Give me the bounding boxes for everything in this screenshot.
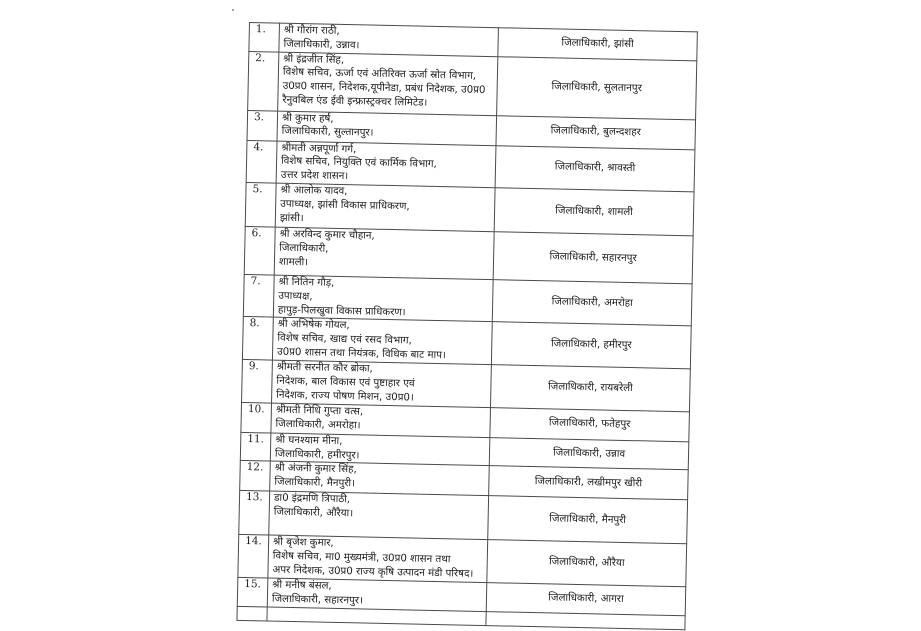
- officer-designation-line: विशेष सचिव, खाद्य एवं रसद विभाग,: [277, 332, 412, 347]
- new-posting-cell: जिलाधिकारी, श्रावस्ती: [495, 145, 695, 192]
- officer-details-cell: [277, 111, 497, 146]
- officer-name: श्री अभिषेक गोयल,: [277, 319, 350, 332]
- serial-number-cell: 3.: [247, 110, 278, 141]
- officer-name: श्री घनश्याम मीना,: [275, 434, 343, 447]
- officer-designation-line: जिलाधिकारी,: [279, 242, 329, 255]
- officer-details-cell: [270, 461, 490, 496]
- officer-details-cell: [276, 141, 496, 188]
- officer-details-cell: [272, 360, 492, 407]
- officer-details-cell: [270, 433, 490, 466]
- officer-name: श्री आलोक यादव,: [280, 184, 348, 198]
- officer-designation-line: उ0प्र0 शासन, निदेशक,यूपीनेडा, प्रबंध निदेशक, उ0प्र0: [282, 80, 486, 97]
- new-posting-cell: जिलाधिकारी, शामली: [494, 188, 694, 236]
- serial-number-cell: [237, 607, 267, 622]
- serial-number-cell: 4.: [246, 140, 277, 183]
- table-row: [248, 51, 697, 119]
- new-posting-cell: जिलाधिकारी, झांसी: [498, 28, 698, 61]
- officer-designation-line: जिलाधिकारी, सहारनपुर।: [271, 593, 363, 607]
- officer-designation-line: जिलाधिकारी, अमरोहा।: [275, 418, 361, 431]
- new-posting-cell: जिलाधिकारी, बुलन्दशहर: [496, 115, 696, 149]
- serial-number-cell: 8.: [242, 317, 273, 361]
- officer-name: श्रीमती सरनीत कौर ब्रोका,: [276, 362, 373, 376]
- new-posting-cell: जिलाधिकारी, अमरोहा: [492, 280, 692, 327]
- officer-name: श्रीमती निधि गुप्ता वत्स,: [275, 404, 364, 418]
- serial-number-cell: 12.: [240, 461, 271, 492]
- new-posting-cell: जिलाधिकारी, उन्नाव: [489, 437, 689, 470]
- serial-number-cell: 6.: [244, 226, 275, 275]
- new-posting-cell: जिलाधिकारी, रायबरेली: [490, 365, 690, 412]
- officer-details-cell: [273, 275, 493, 322]
- serial-number-cell: 9.: [242, 360, 273, 403]
- officer-designation-line: उत्तर प्रदेश शासन।: [280, 169, 349, 183]
- transfer-posting-table: [236, 22, 697, 631]
- officer-designation-line: निदेशक, बाल विकास एवं पुष्टाहार एवं: [276, 375, 415, 390]
- officer-designation-line: झांसी।: [279, 212, 304, 224]
- officer-designation-line: जिलाधिकारी, हमीरपुर।: [274, 448, 360, 461]
- officer-details-cell: [275, 183, 495, 232]
- serial-number-cell: 7.: [243, 274, 274, 317]
- officer-name: श्री गौरांग राठी,: [283, 24, 340, 37]
- serial-number-cell: 15.: [237, 578, 268, 608]
- officer-designation-line: निदेशक, राज्य पोषण मिशन, उ0प्र0।: [276, 389, 414, 404]
- new-posting-cell: जिलाधिकारी, मैनपुरी: [488, 496, 688, 544]
- new-posting-cell: जिलाधिकारी, लखीमपुर खीरी: [489, 466, 689, 500]
- officer-designation-line: रैनुवबिल एंड ईवी इन्फ्रास्ट्रक्चर लिमिटेड।: [282, 94, 428, 109]
- new-posting-cell: जिलाधिकारी, आगरा: [486, 583, 686, 616]
- officer-designation-line: हापुड़-पिलखुवा विकास प्राधिकरण।: [277, 304, 406, 318]
- officer-designation-line: जिलाधिकारी, मैनपुरी।: [274, 476, 356, 490]
- officer-designation-line: विशेष सचिव, नियुक्ति एवं कार्मिक विभाग,: [280, 156, 437, 171]
- officer-name: श्री नितिन गौड़,: [278, 276, 335, 289]
- new-posting-cell: जिलाधिकारी, सहारनपुर: [493, 232, 693, 284]
- new-posting-cell: जिलाधिकारी, सुलतानपुर: [497, 56, 697, 119]
- officer-designation-line: उ0प्र0 शासन तथा नियंत्रक, विधिक बाट माप।: [276, 346, 446, 362]
- serial-number-cell: 11.: [240, 432, 271, 461]
- serial-number-cell: 14.: [238, 535, 269, 579]
- officer-designation-line: विशेष सचिव, ऊर्जा एवं अतिरिक्त ऊर्जा स्रोत विभाग,: [282, 67, 477, 83]
- serial-number-cell: 5.: [245, 182, 276, 227]
- serial-number-cell: 2.: [248, 51, 279, 111]
- officer-designation-line: जिलाधिकारी, उन्नाव।: [283, 38, 360, 52]
- officer-details-cell: [272, 317, 492, 365]
- scan-speck: [232, 9, 234, 11]
- officer-details-cell: [269, 491, 489, 540]
- officer-name: श्री अरविन्द कुमार चौहान,: [279, 228, 375, 242]
- officer-designation-line: अपर निदेशक, उ0प्र0 राज्य कृषि उत्पादन मंडी परिषद।: [272, 564, 474, 580]
- transfer-table-container: [236, 22, 694, 631]
- serial-number-cell: 10.: [241, 402, 272, 433]
- serial-number-cell: 1.: [249, 23, 280, 52]
- officer-details-cell: [274, 227, 494, 280]
- officer-designation-line: उपाध्यक्ष,: [278, 290, 313, 303]
- officer-designation-line: शामली।: [278, 256, 309, 268]
- officer-designation-line: विशेष सचिव, मा0 मुख्यमंत्री, उ0प्र0 शासन तथा: [272, 550, 451, 566]
- officer-details-cell: [271, 403, 491, 438]
- officer-name: डा0 इंद्रमणि त्रिपाठी,: [273, 492, 351, 506]
- new-posting-cell: जिलाधिकारी, हमीरपुर: [491, 322, 691, 369]
- serial-number-cell: 13.: [239, 491, 270, 536]
- table-body: [237, 23, 697, 631]
- officer-designation-line: उपाध्यक्ष, झांसी विकास प्राधिकरण,: [280, 198, 410, 213]
- officer-designation-line: जिलाधिकारी, सुल्तानपुर।: [281, 126, 374, 140]
- officer-designation-line: जिलाधिकारी, औरैया।: [273, 506, 354, 520]
- officer-details-cell: [279, 23, 499, 56]
- new-posting-cell: जिलाधिकारी, फतेहपुर: [490, 407, 690, 441]
- officer-name: श्री बृजेश कुमार,: [272, 536, 334, 550]
- new-posting-cell: [486, 612, 685, 630]
- officer-details-cell: [278, 52, 498, 116]
- new-posting-cell: जिलाधिकारी, औरैया: [487, 540, 687, 587]
- officer-name: श्री कुमार हर्ष,: [281, 112, 334, 125]
- officer-details-cell: [268, 535, 488, 583]
- officer-name: श्री अंजनी कुमार सिंह,: [274, 462, 357, 476]
- officer-name: श्रीमती अन्नपूर्णा गर्ग,: [281, 142, 357, 155]
- officer-name: श्री मनीष बंसल,: [272, 579, 332, 593]
- officer-name: श्री इंद्रजीत सिंह,: [283, 53, 345, 66]
